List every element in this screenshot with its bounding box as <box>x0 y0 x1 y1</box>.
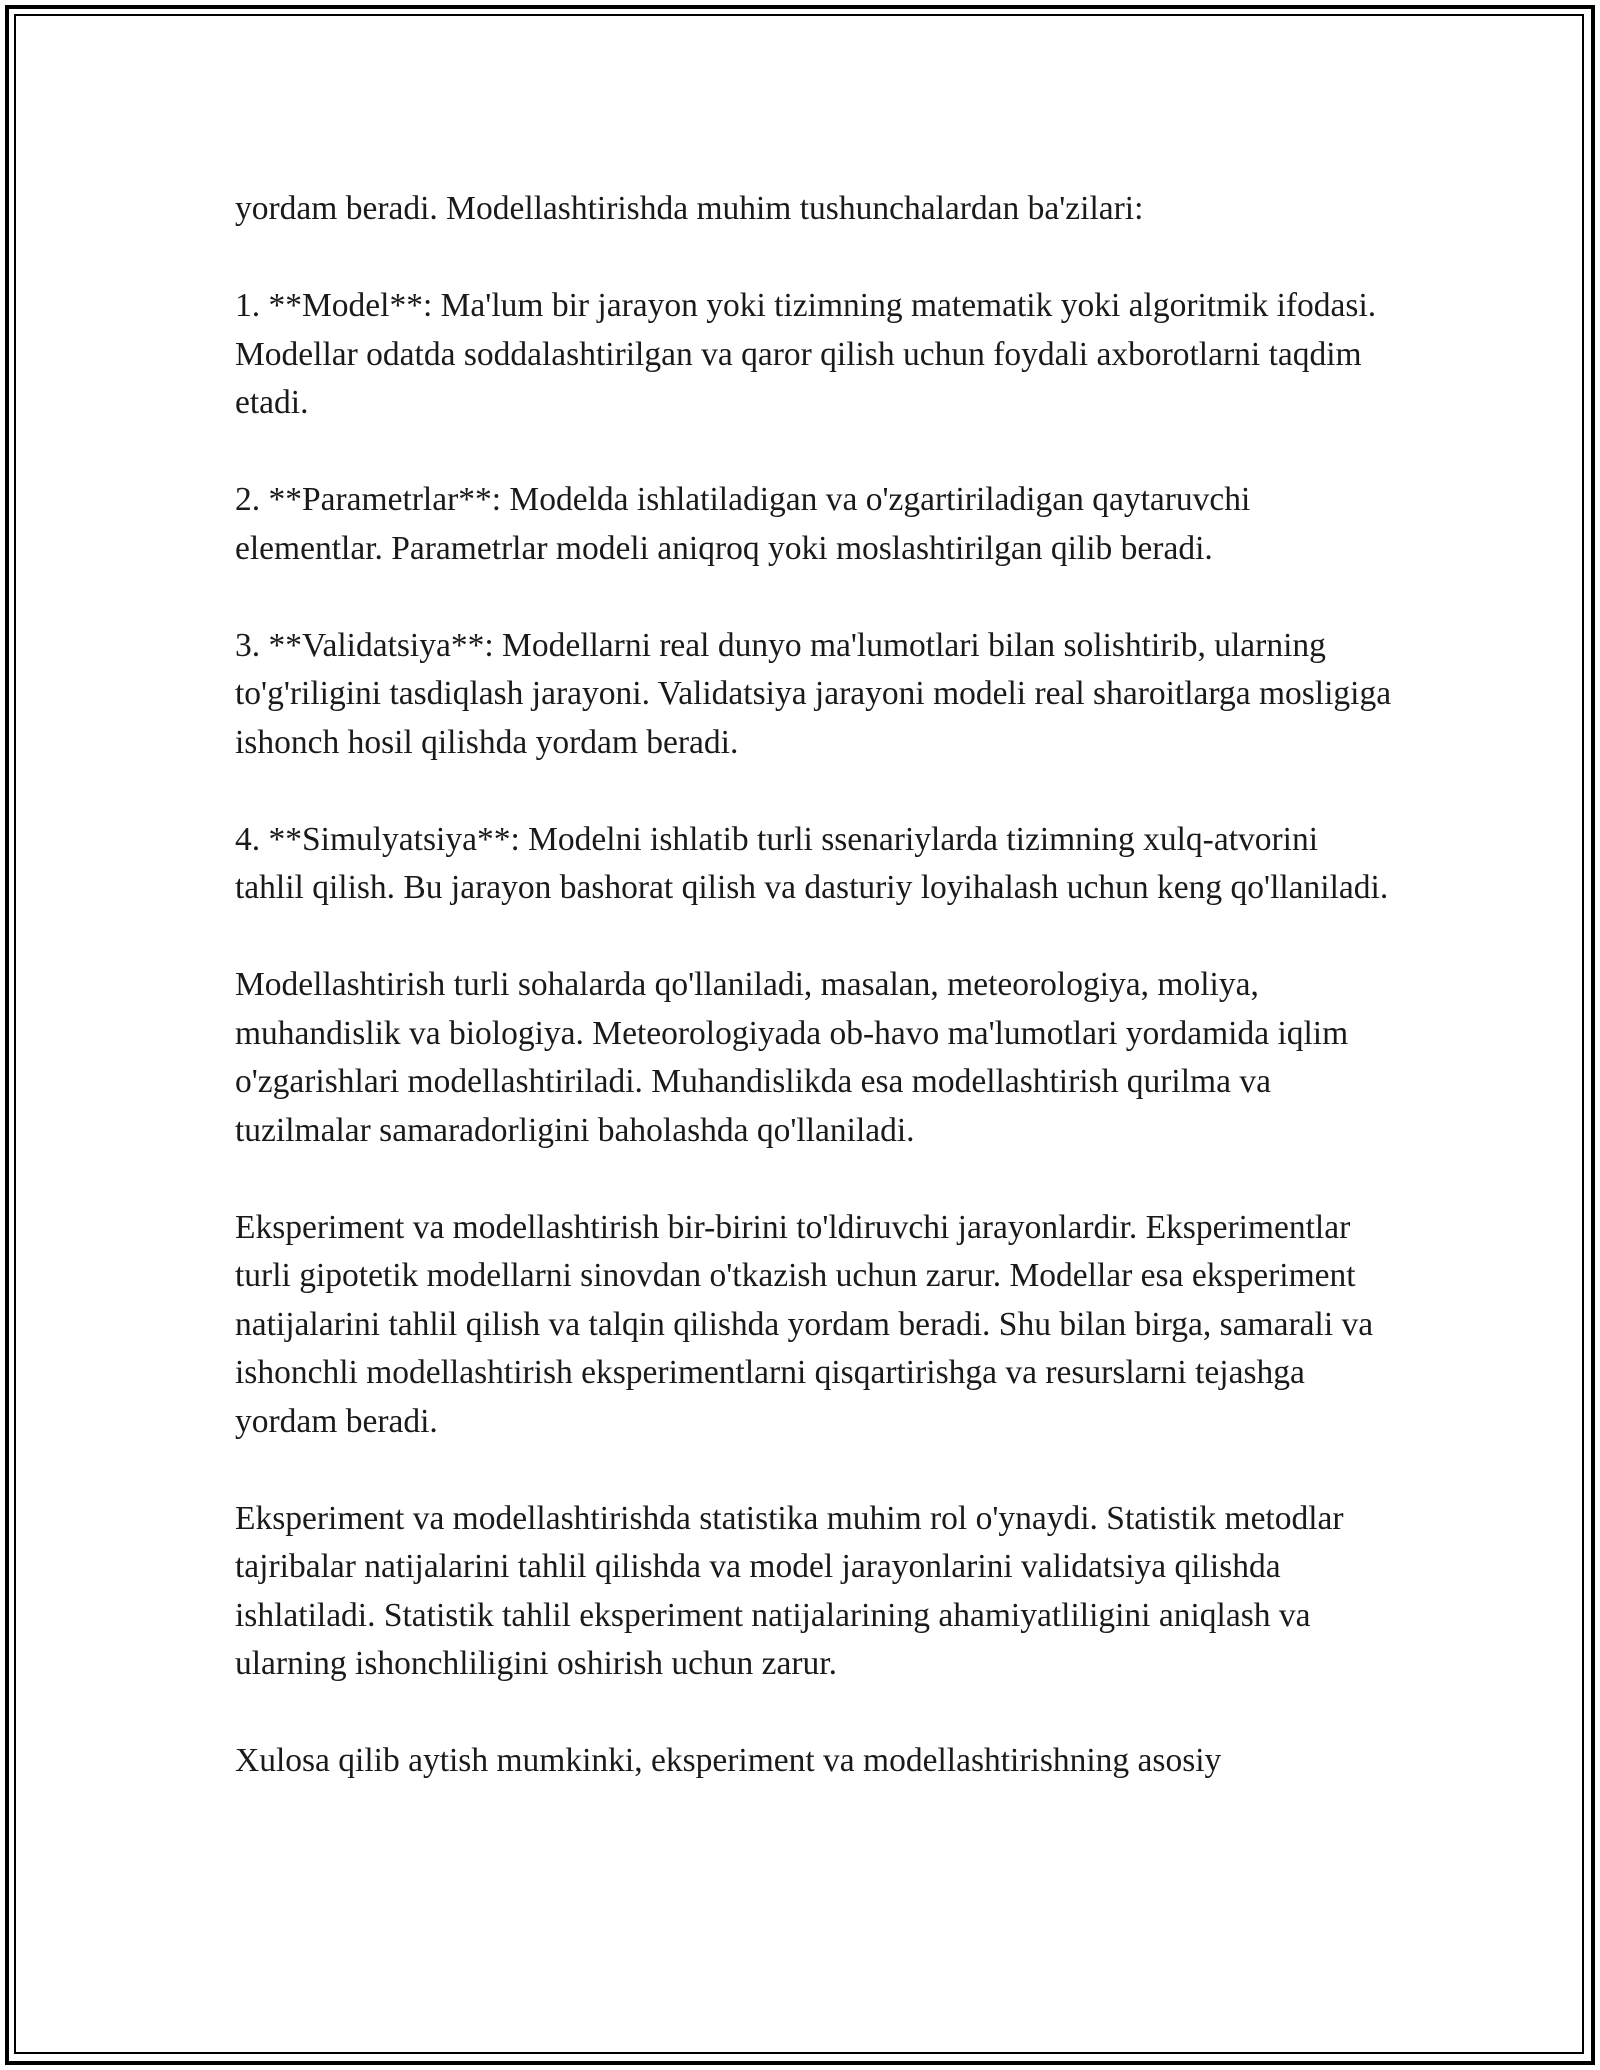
paragraph-list-item-validatsiya: 3. **Validatsiya**: Modellarni real dunyo ma'lumotlari bilan solishtirib, ularning to'g'riligini tasdiqlash jarayoni. Validatsiya jarayoni modeli real sharoitlarga mosligiga ishonch hosil qilishda yordam beradi. <box>235 626 1392 761</box>
paragraph-conclusion: Xulosa qilib aytish mumkinki, eksperiment va modellashtirishning asosiy <box>235 1742 1222 1779</box>
paragraph-list-item-parametrlar: 2. **Parametrlar**: Modelda ishlatiladigan va o'zgartiriladigan qaytaruvchi elementlar. Parametrlar modeli aniqroq yoki moslashtirilgan qilib beradi. <box>235 481 1251 567</box>
document-body <box>235 185 1395 1786</box>
paragraph-list-item-simulyatsiya: 4. **Simulyatsiya**: Modelni ishlatib turli ssenariylarda tizimning xulq-atvorini tahlil qilish. Bu jarayon bashorat qilish va dasturiy loyihalash uchun keng qo'llaniladi. <box>235 820 1389 906</box>
paragraph-complementary: Eksperiment va modellashtirish bir-birini to'ldiruvchi jarayonlardir. Eksperimentlar turli gipotetik modellarni sinovdan o'tkazish uchun zarur. Modellar esa eksperiment natijalarini tahlil qilish va talqin qilishda yordam beradi. Shu bilan birga, samarali va ishonchli modellashtirish eksperimentlarni qisqartirishga va resurslarni tejashga yordam beradi. <box>235 1208 1374 1440</box>
paragraph-list-item-model: 1. **Model**: Ma'lum bir jarayon yoki tizimning matematik yoki algoritmik ifodasi. Modellar odatda soddalashtirilgan va qaror qilish uchun foydali axborotlarni taqdim etadi. <box>235 287 1377 421</box>
paragraph-applications: Modellashtirish turli sohalarda qo'llaniladi, masalan, meteorologiya, moliya, muhandislik va biologiya. Meteorologiyada ob-havo ma'lumotlari yordamida iqlim o'zgarishlari modellashtiriladi. Muhandislikda esa modellashtirish qurilma va tuzilmalar samaradorligini baholashda qo'llaniladi. <box>235 966 1349 1149</box>
paragraph-intro: yordam beradi. Modellashtirishda muhim tushunchalardan ba'zilari: <box>235 190 1144 227</box>
paragraph-statistics: Eksperiment va modellashtirishda statistika muhim rol o'ynaydi. Statistik metodlar tajribalar natijalarini tahlil qilishda va model jarayonlarini validatsiya qilishda ishlatiladi. Statistik tahlil eksperiment natijalarining ahamiyatliligini aniqlash va ularning ishonchliligini oshirish uchun zarur. <box>235 1499 1344 1682</box>
